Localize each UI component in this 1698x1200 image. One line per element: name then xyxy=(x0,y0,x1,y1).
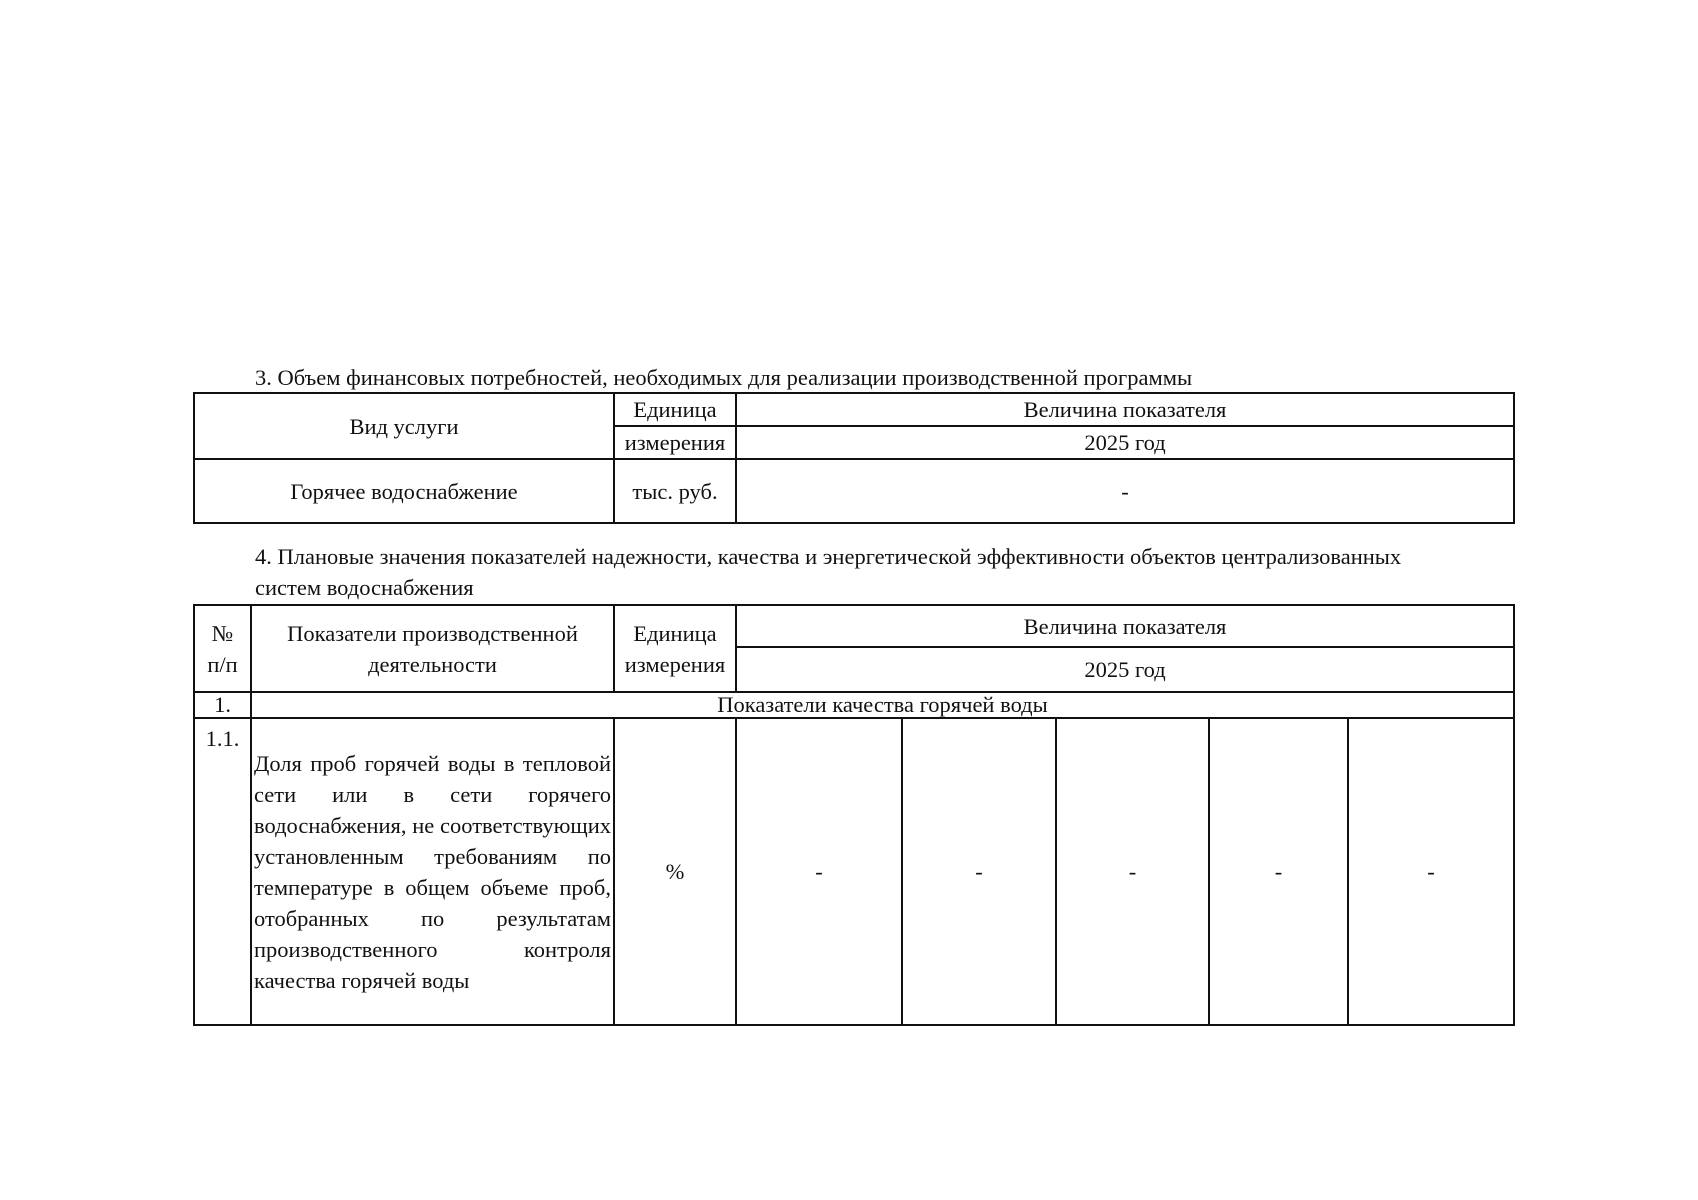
financial-needs-table xyxy=(193,392,1515,524)
header-indicator xyxy=(251,605,614,692)
unit-cell: тыс. руб. xyxy=(614,459,736,523)
group-number: 1. xyxy=(194,692,251,718)
section3-heading: 3. Объем финансовых потребностей, необходимых для реализации производственной программы xyxy=(255,365,1193,390)
value-cell: - xyxy=(1348,718,1514,1025)
header-year: 2025 год xyxy=(736,426,1514,459)
table-row xyxy=(194,459,1514,523)
header-indicator-line1: Показатели производственной xyxy=(287,620,578,646)
header-number-line2: п/п xyxy=(207,651,238,677)
group-title: Показатели качества горячей воды xyxy=(251,692,1514,718)
header-unit-line1: Единица xyxy=(614,393,736,426)
section4-heading-line1: 4. Плановые значения показателей надежности, качества и энергетической эффективности объектов централизованных xyxy=(255,544,1402,569)
indicator-text xyxy=(251,718,614,1025)
header-value: Величина показателя xyxy=(736,393,1514,426)
indicators-table xyxy=(193,604,1515,1026)
indicator-text-last-line: качества горячей воды xyxy=(254,967,470,993)
header-indicator-line2: деятельности xyxy=(368,651,497,677)
header-unit-line1: Единица xyxy=(633,620,717,646)
header-value: Величина показателя xyxy=(736,605,1514,647)
value-cell: - xyxy=(736,718,902,1025)
row-number: 1.1. xyxy=(194,718,251,1025)
header-unit xyxy=(614,605,736,692)
group-row xyxy=(194,692,1514,718)
header-unit-line2: измерения xyxy=(624,651,726,677)
section4-heading xyxy=(255,541,1401,603)
header-year: 2025 год xyxy=(736,647,1514,692)
indicator-text-body: Доля проб горячей воды в тепловой сети или в сети горячего водоснабжения, не соответствующих установленным требованиям по температуре в общем объеме проб, отобранных по результатам производственного контроля xyxy=(254,750,611,962)
section4-heading-line2: систем водоснабжения xyxy=(255,575,474,600)
value-cell: - xyxy=(902,718,1056,1025)
table-row xyxy=(194,718,1514,1025)
header-service-type: Вид услуги xyxy=(194,393,614,459)
unit-cell: % xyxy=(614,718,736,1025)
header-number xyxy=(194,605,251,692)
value-cell: - xyxy=(736,459,1514,523)
value-cell: - xyxy=(1056,718,1209,1025)
header-unit-line2: измерения xyxy=(614,426,736,459)
header-number-line1: № xyxy=(211,620,234,646)
service-name-cell: Горячее водоснабжение xyxy=(194,459,614,523)
value-cell: - xyxy=(1209,718,1348,1025)
